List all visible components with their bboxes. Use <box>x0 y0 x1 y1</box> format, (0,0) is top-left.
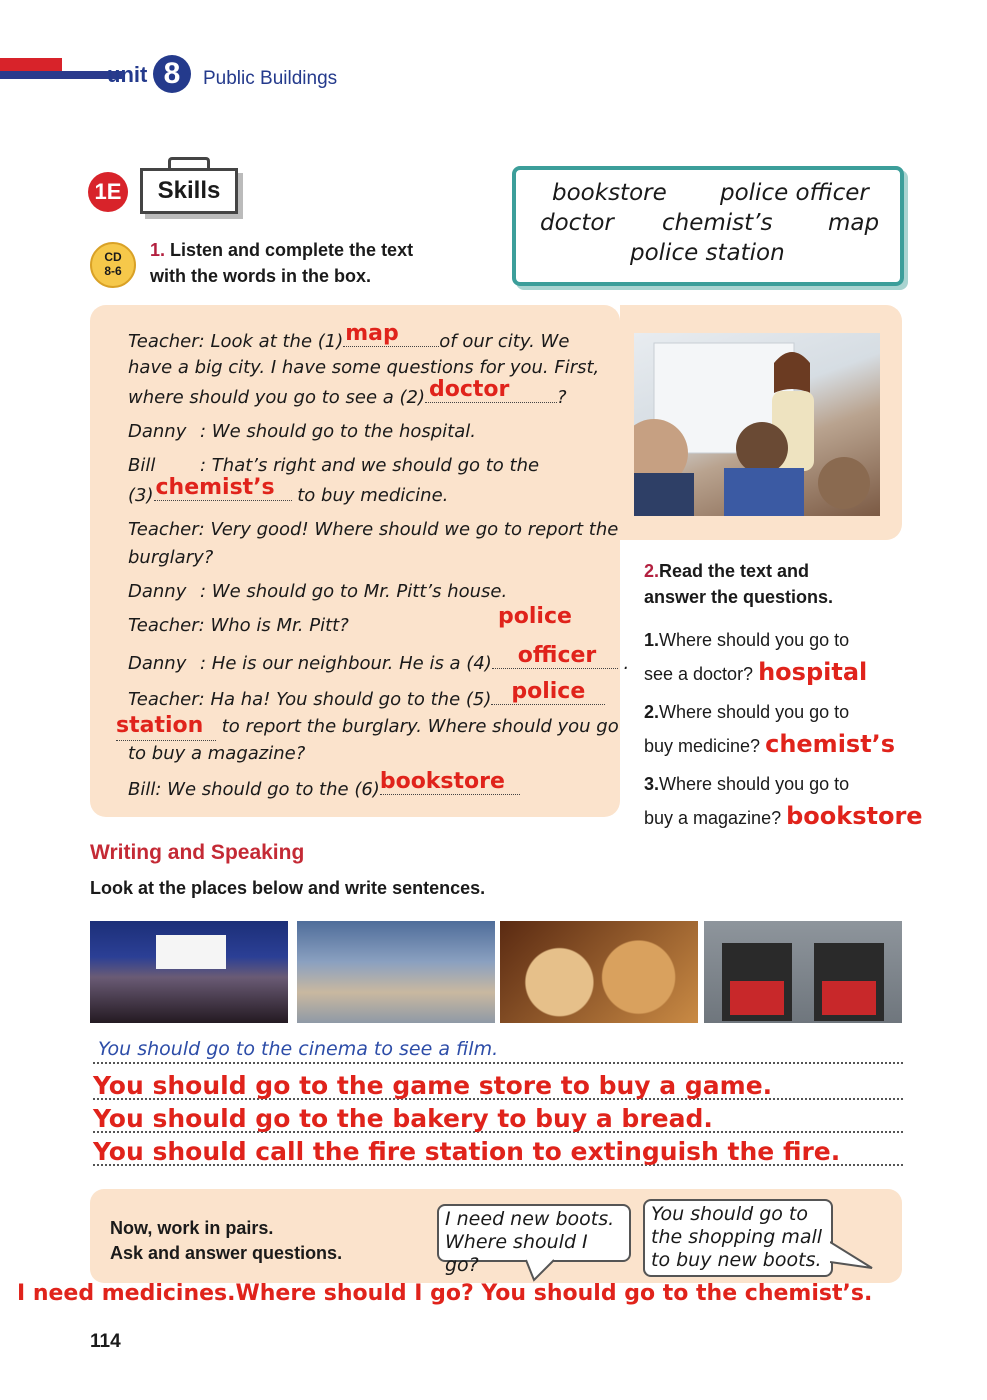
dialogue-line-12: Teacher: Ha ha! You should go to the (5) police <box>128 684 605 714</box>
dialogue-line-10: Teacher: Who is Mr. Pitt? <box>128 615 349 636</box>
header-bar-red <box>0 58 62 71</box>
writing-title: Writing and Speaking <box>90 841 305 864</box>
dialogue-line-3: where should you go to see a (2) doctor ? <box>128 377 567 408</box>
dialogue-line-2: have a big city. I have some questions for you. First, <box>128 357 600 378</box>
word-police-station: police station <box>630 240 785 266</box>
question-1: 1.Where should you go to see a doctor? hospital <box>644 630 868 686</box>
speech-bubble-answer: You should go to the shopping mall to buy new boots. <box>643 1199 833 1277</box>
exercise-1-instruction: 1. Listen and complete the text with the words in the box. <box>150 240 414 286</box>
writing-instruction: Look at the places below and write sentences. <box>90 878 486 898</box>
question-3: 3.Where should you go to buy a magazine? bookstore <box>644 774 923 830</box>
answer-2: chemist’s <box>765 730 896 758</box>
cd-icon <box>90 242 136 288</box>
toy-store-photo <box>297 921 495 1023</box>
word-police-officer: police officer <box>720 180 869 206</box>
cd-label: CD <box>104 250 122 264</box>
pairs-instruction: Now, work in pairs. Ask and answer questions. <box>110 1218 343 1263</box>
dialogue-line-5: Bill : That’s right and we should go to the <box>128 455 540 476</box>
section-badge: 1E <box>88 172 128 212</box>
writing-answer-3: You should call the fire station to extinguish the fire. <box>93 1137 841 1166</box>
cd-track: 8-6 <box>104 264 122 278</box>
dialogue-line-4: Danny : We should go to the hospital. <box>128 421 476 442</box>
section-title: Skills <box>140 168 238 214</box>
dialogue-line-7: Teacher: Very good! Where should we go to report the <box>128 519 619 540</box>
fill-5-part1: police <box>511 679 586 704</box>
classroom-illustration <box>634 333 880 516</box>
exercise-2-instruction: 2.Read the text and answer the questions. <box>644 561 834 607</box>
fill-3: chemist’s <box>155 475 275 500</box>
bakery-photo <box>500 921 698 1023</box>
dialogue-line-8: burglary? <box>128 547 214 568</box>
word-bookstore: bookstore <box>552 180 667 206</box>
dialogue-line-6: (3) chemist’s to buy medicine. <box>128 475 449 506</box>
classroom-photo <box>634 333 880 516</box>
writing-answer-2: You should go to the bakery to buy a bread. <box>93 1104 713 1133</box>
fill-4-part1: police <box>498 604 572 629</box>
dialogue-line-11: Danny : He is our neighbour. He is a (4) officer . <box>128 643 630 674</box>
fill-5-part2: station <box>116 712 216 741</box>
word-doctor: doctor <box>540 210 614 236</box>
dialogue-line-14: to buy a magazine? <box>128 743 306 764</box>
fill-2: doctor <box>429 377 510 402</box>
word-map: map <box>828 210 880 236</box>
fill-4-part2: officer <box>517 643 597 668</box>
bubble-tail-icon <box>520 1258 560 1282</box>
pairs-written-answer: I need medicines.Where should I go? You should go to the chemist’s. <box>17 1281 873 1306</box>
cinema-photo <box>90 921 288 1023</box>
header-bar-blue <box>0 71 122 79</box>
fill-1: map <box>345 321 399 346</box>
answer-1: hospital <box>758 658 868 686</box>
writing-line-1 <box>93 1062 903 1064</box>
answer-3: bookstore <box>786 802 923 830</box>
dialogue-line-1: Teacher: Look at the (1) map of our city. We <box>128 321 570 352</box>
dialogue-line-13: station to report the burglary. Where should you go <box>116 712 619 741</box>
fill-6: bookstore <box>379 769 505 794</box>
writing-answer-1: You should go to the game store to buy a game. <box>93 1071 773 1100</box>
question-2: 2.Where should you go to buy medicine? chemist’s <box>644 702 896 758</box>
writing-example: You should go to the cinema to see a film. <box>98 1038 499 1060</box>
dialogue-line-15: Bill: We should go to the (6) bookstore <box>128 774 520 804</box>
unit-label: unit <box>107 62 148 87</box>
word-chemists: chemist’s <box>662 210 773 236</box>
page-number: 114 <box>90 1331 121 1352</box>
bubble-tail-icon <box>830 1238 876 1272</box>
unit-number-badge: 8 <box>153 55 191 93</box>
dialogue-line-9: Danny : We should go to Mr. Pitt’s house. <box>128 581 508 602</box>
unit-title: Public Buildings <box>203 68 338 89</box>
speech-bubble-question: I need new boots. Where should I go? <box>437 1204 631 1262</box>
fire-station-photo <box>704 921 902 1023</box>
